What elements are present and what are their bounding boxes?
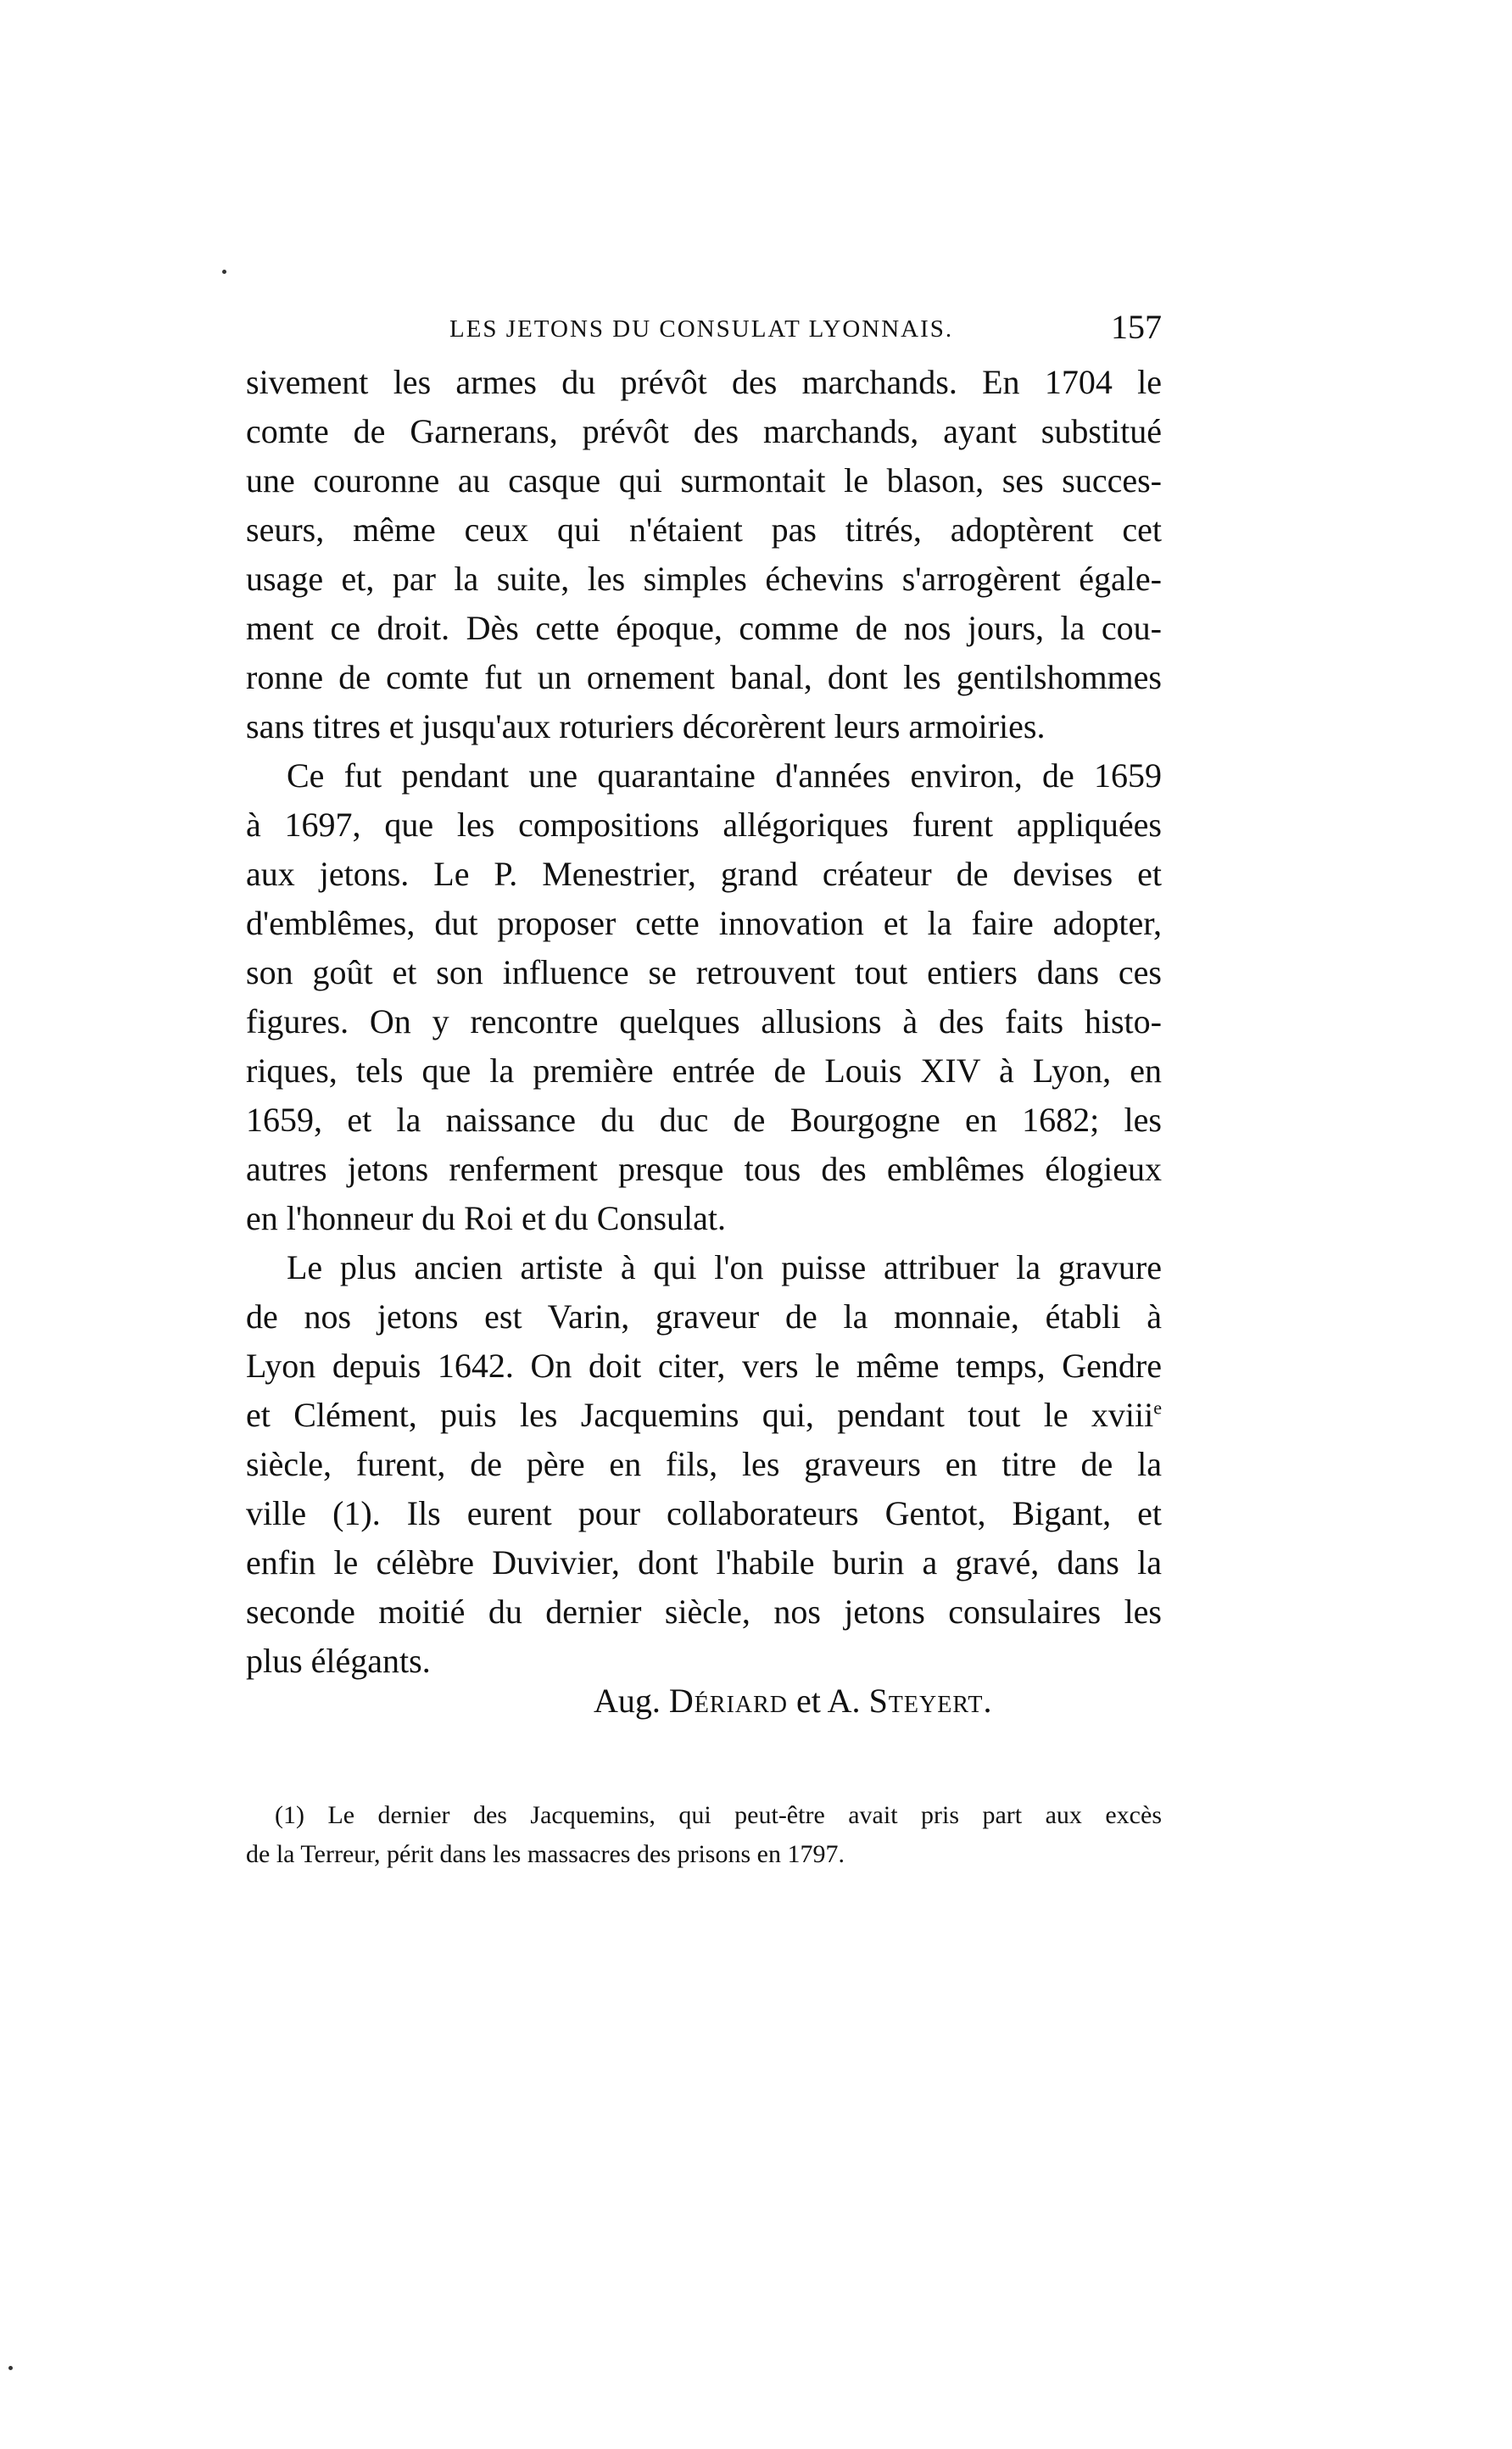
body-line: en l'honneur du Roi et du Consulat. — [246, 1199, 727, 1237]
scan-speck — [222, 270, 226, 274]
footnote-line: (1) Le dernier des Jacquemins, qui peut-être avait pris part aux excès — [275, 1801, 1162, 1829]
body-line: ment ce droit. Dès cette époque, comme de nos jours, la cou- — [246, 609, 1162, 647]
body-line: Lyon depuis 1642. On doit citer, vers le même temps, Gendre — [246, 1347, 1162, 1385]
body-line: Le plus ancien artiste à qui l'on puisse attribuer la gravure — [287, 1248, 1162, 1286]
signature-author-2: Steyert. — [868, 1682, 993, 1720]
body-line: riques, tels que la première entrée de Louis XIV à Lyon, en — [246, 1052, 1162, 1090]
footnote-line: de la Terreur, périt dans les massacres des prisons en 1797. — [246, 1840, 845, 1868]
page-number: 157 — [1111, 308, 1162, 346]
body-line: siècle, furent, de père en fils, les graveurs en titre de la — [246, 1445, 1162, 1483]
body-text — [246, 358, 1162, 1686]
body-line: aux jetons. Le P. Menestrier, grand créateur de devises et — [246, 855, 1162, 893]
body-line: comte de Garnerans, prévôt des marchands, ayant substitué — [246, 412, 1162, 450]
body-line: Ce fut pendant une quarantaine d'années environ, de 1659 — [287, 756, 1162, 795]
body-line: figures. On y rencontre quelques allusions à des faits histo- — [246, 1002, 1162, 1040]
body-line: enfin le célèbre Duvivier, dont l'habile burin a gravé, dans la — [246, 1543, 1162, 1582]
body-line: d'emblêmes, dut proposer cette innovation et la faire adopter, — [246, 904, 1162, 942]
body-line: ronne de comte fut un ornement banal, dont les gentilshommes — [246, 658, 1162, 696]
body-line: autres jetons renferment presque tous des emblêmes élogieux — [246, 1150, 1162, 1188]
footnote — [246, 1796, 1162, 1874]
body-line: à 1697, que les compositions allégoriques furent appliquées — [246, 806, 1162, 844]
signature-author-1: Dériard — [668, 1682, 788, 1720]
body-line: de nos jetons est Varin, graveur de la monnaie, établi à — [246, 1297, 1162, 1336]
body-line: 1659, et la naissance du duc de Bourgogne en 1682; les — [246, 1101, 1162, 1139]
body-line — [246, 1391, 1162, 1440]
signature-initial-2: A. — [827, 1682, 861, 1720]
body-line: sans titres et jusqu'aux roturiers décorèrent leurs armoiries. — [246, 707, 1046, 745]
body-line: seconde moitié du dernier siècle, nos jetons consulaires les — [246, 1593, 1162, 1631]
scan-speck — [8, 2366, 13, 2370]
body-line: son goût et son influence se retrouvent tout entiers dans ces — [246, 953, 1162, 991]
signature-prefix: Aug. — [594, 1682, 661, 1720]
body-line-text: et Clément, puis les Jacquemins qui, pendant tout le xviii — [246, 1396, 1154, 1434]
body-line: seurs, même ceux qui n'étaient pas titrés, adoptèrent cet — [246, 510, 1162, 549]
body-line: usage et, par la suite, les simples échevins s'arrogèrent égale- — [246, 560, 1162, 598]
body-line: plus élégants. — [246, 1642, 431, 1680]
signature-conjunction: et — [796, 1682, 821, 1720]
body-line: une couronne au casque qui surmontait le blason, ses succes- — [246, 461, 1162, 499]
running-head — [246, 307, 1162, 349]
superscript: e — [1153, 1397, 1162, 1419]
signature — [594, 1681, 992, 1721]
body-line: ville (1). Ils eurent pour collaborateurs Gentot, Bigant, et — [246, 1494, 1162, 1532]
body-line: sivement les armes du prévôt des marchands. En 1704 le — [246, 363, 1162, 401]
running-title: LES JETONS DU CONSULAT LYONNAIS. — [449, 315, 954, 343]
